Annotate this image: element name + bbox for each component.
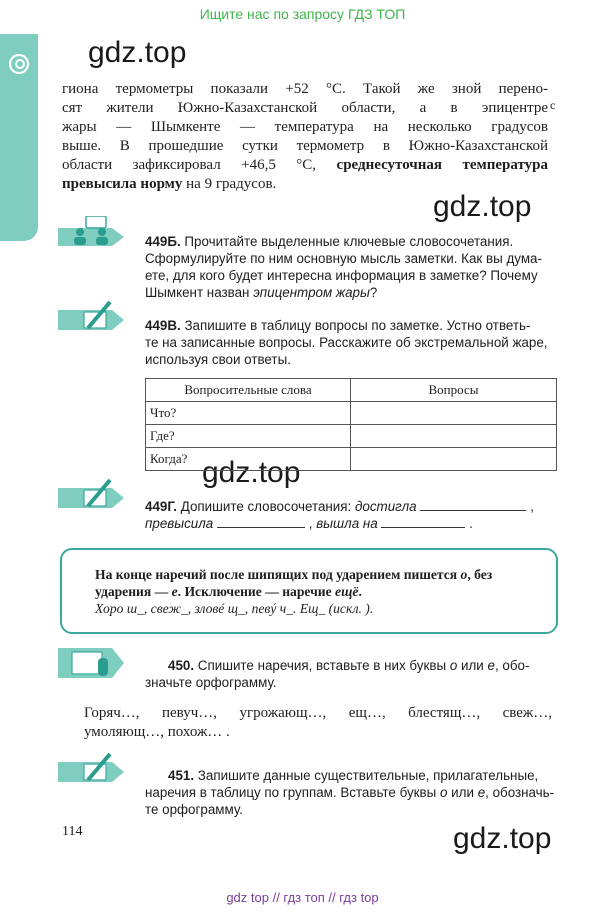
task-text: , обозначь-	[485, 785, 555, 800]
task-text: наречия в таблицу по группам. Вставьте буквы	[145, 785, 437, 800]
table-header: Вопросительные слова	[146, 379, 351, 402]
swirl-icon	[8, 53, 30, 75]
word-line: Горяч…, певуч…, угрожающ…, ещ…, блестящ…, свеж…,	[84, 705, 552, 721]
task-text: те на записанные вопросы. Расскажите об экстремальной жаре,	[145, 335, 548, 350]
rule-examples: Хоро ш_, свеж_, зловé щ_, певý ч_. Ещ_ (искл. ).	[95, 601, 374, 616]
watermark: gdz.top	[88, 36, 187, 69]
rule-line: .	[358, 584, 362, 599]
task-italic: о	[449, 658, 458, 673]
punctuation: ,	[530, 499, 534, 514]
key-phrase: среднесуточная температура	[336, 157, 548, 173]
intro-text: области зафиксировал +46,5 °С,	[62, 157, 317, 173]
task-text: , обо-	[494, 658, 530, 673]
task-451-cont	[145, 784, 557, 818]
task-italic: вышла на	[316, 516, 378, 531]
task-italic: превысила	[145, 516, 214, 531]
top-banner[interactable]: Ищите нас по запросу ГДЗ ТОП	[199, 6, 406, 22]
task-text: ?	[369, 285, 378, 300]
task-number: 449Б.	[145, 234, 181, 249]
discussion-icon	[58, 216, 124, 246]
table-row	[146, 448, 557, 471]
table-cell[interactable]	[351, 425, 557, 448]
writing-icon	[58, 752, 124, 782]
intro-line: жары — Шымкенте — температура на несколько градусов	[62, 119, 548, 135]
rule-text	[95, 566, 547, 617]
table-cell[interactable]	[351, 448, 557, 471]
superscript-mark: с	[550, 98, 556, 112]
task-number: 449В.	[145, 318, 181, 333]
task-italic: е	[487, 658, 495, 673]
task-text: значьте орфограмму.	[145, 675, 277, 690]
task-number: 450.	[168, 658, 195, 673]
blank-line[interactable]	[420, 498, 526, 511]
word-list	[84, 704, 552, 742]
intro-line	[62, 175, 548, 194]
task-449v	[145, 317, 556, 368]
task-italic: е	[477, 785, 486, 800]
writing-icon	[58, 300, 124, 330]
intro-line: выше. В прошедшие сутки термометр в Южно-Казахстанской	[62, 138, 548, 154]
intro-text: на 9 градусов.	[186, 176, 277, 192]
rule-letter: е	[171, 584, 178, 599]
table-cell: Что?	[146, 402, 351, 425]
table-row	[146, 402, 557, 425]
footer-links[interactable]: gdz top // гдз топ // гдз top	[226, 890, 379, 905]
task-text: Допишите словосочетания:	[180, 499, 352, 514]
watermark: gdz.top	[433, 190, 532, 223]
blank-line[interactable]	[217, 515, 305, 528]
rule-line: , без	[467, 567, 493, 582]
book-hand-icon	[58, 648, 124, 678]
task-text: используя свои ответы.	[145, 352, 291, 367]
task-text: Сформулируйте по ним основную мысль заметки. Как вы дума-	[145, 251, 542, 266]
task-451	[168, 767, 556, 784]
table-row	[146, 425, 557, 448]
task-text: ете, для кого будет интересна информация в заметке? Почему	[145, 268, 538, 283]
task-text: Прочитайте выделенные ключевые словосочетания.	[184, 234, 514, 249]
blank-line[interactable]	[381, 515, 465, 528]
rule-exception: ещё	[335, 584, 359, 599]
task-450	[168, 657, 556, 674]
task-text: те орфограмму.	[145, 802, 243, 817]
task-text: или	[461, 658, 484, 673]
punctuation: .	[469, 516, 473, 531]
table-cell[interactable]	[351, 402, 557, 425]
table-header-row	[146, 379, 557, 402]
task-number: 451.	[168, 768, 195, 783]
task-italic: эпицентром жары	[253, 285, 370, 300]
word-line: умоляющ…, похож… .	[84, 724, 230, 740]
intro-line: гиона термометры показали +52 °С. Такой же зной перено-	[62, 81, 548, 97]
task-number: 449Г.	[145, 499, 177, 514]
key-phrase: превысила норму	[62, 176, 183, 192]
page-number: 114	[62, 824, 83, 839]
punctuation: ,	[308, 516, 313, 531]
rule-letter: о	[460, 567, 468, 582]
rule-line: На конце наречий после шипящих под ударением пишется	[95, 567, 458, 582]
task-text: Запишите данные существительные, прилагательные,	[197, 768, 539, 783]
table-cell: Когда?	[146, 448, 351, 471]
rule-line: ударения —	[95, 584, 169, 599]
questions-table	[145, 378, 557, 471]
task-449b	[145, 233, 556, 301]
writing-icon	[58, 478, 124, 508]
task-italic: о	[439, 785, 448, 800]
watermark: gdz.top	[202, 456, 301, 489]
intro-line: сят жители Южно-Казахстанской области, а в эпицентре	[62, 100, 548, 116]
intro-line	[62, 156, 548, 175]
table-cell: Где?	[146, 425, 351, 448]
task-text: или	[451, 785, 474, 800]
watermark: gdz.top	[453, 822, 552, 855]
task-text: Спишите наречия, вставьте в них буквы	[197, 658, 447, 673]
task-449g	[145, 498, 556, 532]
rule-line: . Исключение — наречие	[177, 584, 332, 599]
task-italic: достигла	[355, 499, 417, 514]
table-header: Вопросы	[351, 379, 557, 402]
intro-paragraph	[62, 80, 548, 194]
task-text: Запишите в таблицу вопросы по заметке. Устно ответь-	[184, 318, 531, 333]
task-text: Шымкент назван	[145, 285, 250, 300]
